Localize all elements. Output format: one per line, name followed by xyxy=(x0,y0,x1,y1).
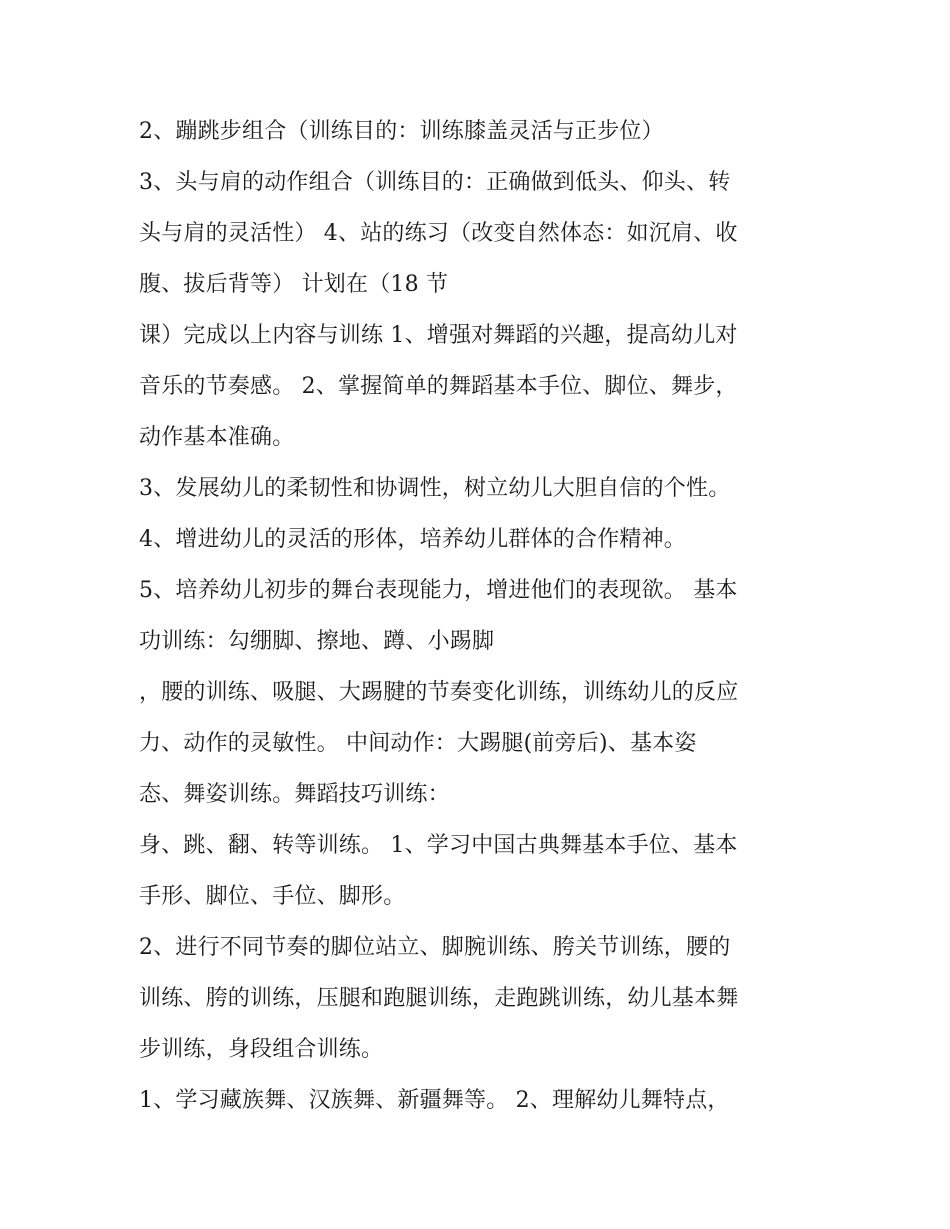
text-line: 音乐的节奏感。 2、掌握简单的舞蹈基本手位、脚位、舞步， xyxy=(139,374,738,399)
text-line: 1、学习藏族舞、汉族舞、新疆舞等。 2、理解幼儿舞特点， xyxy=(139,1088,730,1113)
text-line: 功训练：勾绷脚、擦地、蹲、小踢脚 xyxy=(139,629,495,654)
text-line: 3、发展幼儿的柔韧性和协调性，树立幼儿大胆自信的个性。 xyxy=(139,476,731,501)
text-line: 2、进行不同节奏的脚位站立、脚腕训练、胯关节训练，腰的 xyxy=(139,935,731,960)
text-line: 头与肩的灵活性） 4、站的练习（改变自然体态：如沉肩、收 xyxy=(139,221,738,246)
text-line: 动作基本准确。 xyxy=(139,425,295,450)
text-line: 训练、胯的训练，压腿和跑腿训练，走跑跳训练，幼儿基本舞 xyxy=(139,986,739,1011)
text-line: 3、头与肩的动作组合（训练目的：正确做到低头、仰头、转 xyxy=(139,170,731,195)
text-line: 腹、拔后背等） 计划在（18 节 xyxy=(139,272,449,297)
text-line: 步训练，身段组合训练。 xyxy=(139,1037,384,1062)
text-line: 4、增进幼儿的灵活的形体，培养幼儿群体的合作精神。 xyxy=(139,527,686,552)
text-line: 力、动作的灵敏性。 中间动作：大踢腿(前旁后)、基本姿 xyxy=(139,731,697,756)
text-line: ，腰的训练、吸腿、大踢腱的节奏变化训练，训练幼儿的反应 xyxy=(139,680,739,705)
text-line: 态、舞姿训练。舞蹈技巧训练： xyxy=(139,782,450,807)
text-line: 课）完成以上内容与训练 1、增强对舞蹈的兴趣，提高幼儿对 xyxy=(139,323,738,348)
text-line: 5、培养幼儿初步的舞台表现能力，增进他们的表现欲。 基本 xyxy=(139,578,738,603)
text-line: 身、跳、翻、转等训练。 1、学习中国古典舞基本手位、基本 xyxy=(139,833,738,858)
document-body xyxy=(139,106,819,1126)
text-line: 手形、脚位、手位、脚形。 xyxy=(139,884,406,909)
text-line: 2、蹦跳步组合（训练目的：训练膝盖灵活与正步位） xyxy=(139,119,664,144)
